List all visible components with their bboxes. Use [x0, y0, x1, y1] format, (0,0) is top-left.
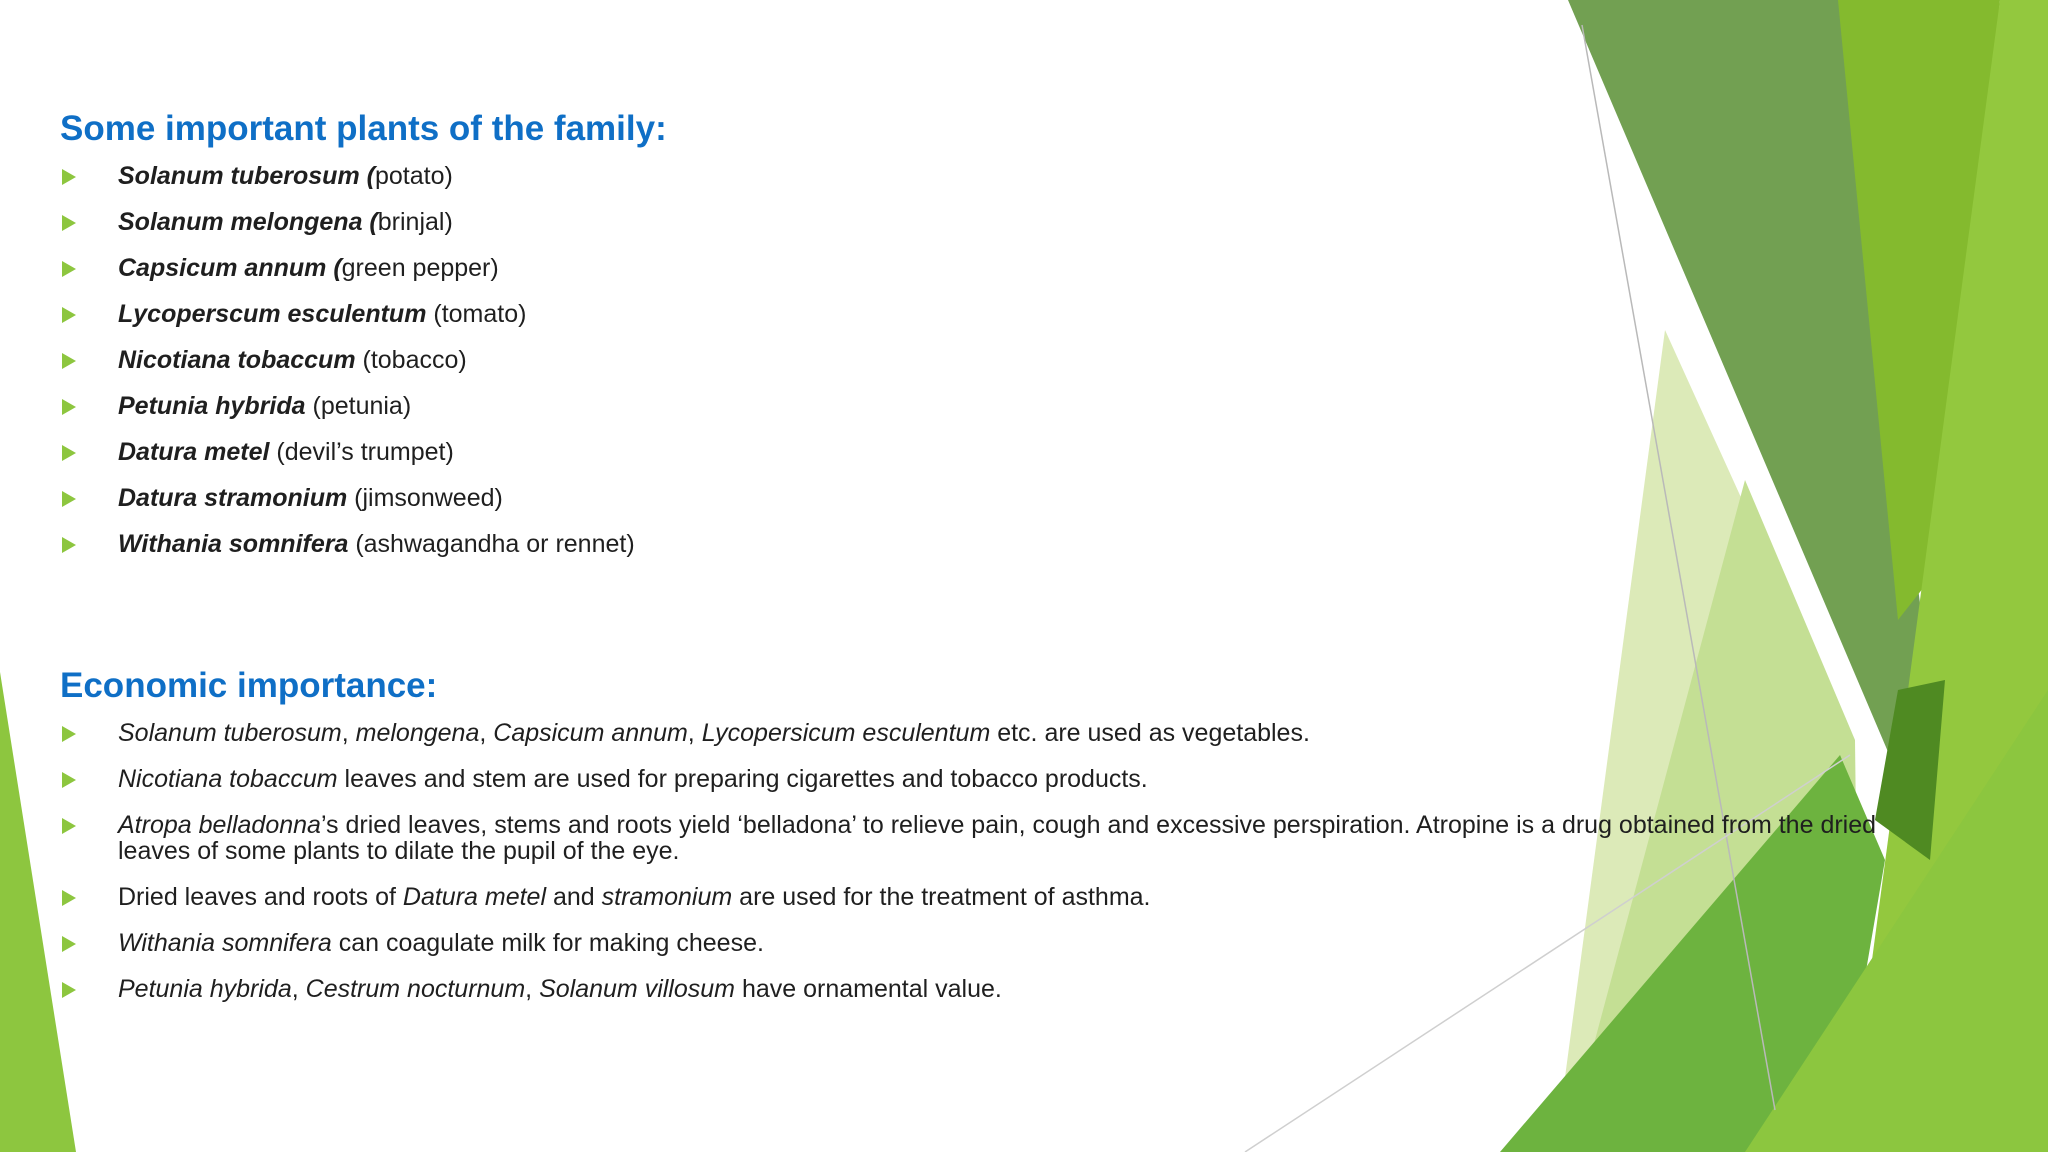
- text-run: ,: [525, 975, 540, 1003]
- list-item: [0, 766, 1880, 792]
- scientific-name: Capsicum annum: [118, 254, 327, 282]
- list-item: [0, 209, 635, 255]
- italic-name: Withania somnifera: [118, 929, 332, 957]
- triangle-bullet-icon: [62, 261, 76, 277]
- text-run: ’s dried leaves, stems and roots yield ‘belladona’ to relieve pain, cough and excessive perspiration. Atropine is a drug obtained from the dried leaves of some plants to dilate the pupil of the eye.: [118, 811, 1877, 865]
- list-item: [0, 531, 635, 577]
- italic-name: Petunia hybrida: [118, 975, 292, 1003]
- triangle-bullet-icon: [62, 491, 76, 507]
- common-name: green pepper): [341, 254, 499, 282]
- triangle-bullet-icon: [62, 307, 76, 323]
- triangle-bullet-icon: [62, 772, 76, 788]
- open-paren: (: [359, 162, 375, 190]
- text-run: and: [546, 883, 602, 911]
- text-run: can coagulate milk for making cheese.: [331, 929, 764, 957]
- triangle-bullet-icon: [62, 726, 76, 742]
- text-run: Dried leaves and roots of: [118, 883, 403, 911]
- italic-name: Solanum villosum: [539, 975, 735, 1003]
- italic-name: Atropa belladonna: [118, 811, 321, 839]
- triangle-bullet-icon: [62, 537, 76, 553]
- italic-name: melongena: [355, 719, 480, 747]
- economic-heading: Economic importance:: [60, 666, 438, 705]
- italic-name: Lycopersicum esculentum: [701, 719, 991, 747]
- economic-list: [0, 720, 1880, 1022]
- text-run: have ornamental value.: [735, 975, 1002, 1003]
- open-paren: (: [326, 254, 342, 282]
- text-run: are used for the treatment of asthma.: [732, 883, 1151, 911]
- common-name: (petunia): [305, 392, 412, 420]
- triangle-bullet-icon: [62, 215, 76, 231]
- text-run: leaves and stem are used for preparing cigarettes and tobacco products.: [337, 765, 1148, 793]
- triangle-bullet-icon: [62, 399, 76, 415]
- italic-name: Solanum tuberosum: [118, 719, 342, 747]
- list-item: [0, 301, 635, 347]
- scientific-name: Petunia hybrida: [118, 392, 306, 420]
- italic-name: Capsicum annum: [493, 719, 688, 747]
- scientific-name: Withania somnifera: [118, 530, 349, 558]
- list-item: [0, 720, 1880, 746]
- italic-name: Nicotiana tobaccum: [118, 765, 338, 793]
- common-name: (tomato): [426, 300, 527, 328]
- triangle-bullet-icon: [62, 353, 76, 369]
- text-run: ,: [341, 719, 356, 747]
- scientific-name: Solanum melongena: [118, 208, 363, 236]
- common-name: (tobacco): [355, 346, 467, 374]
- list-item: [0, 255, 635, 301]
- italic-name: Datura metel: [402, 883, 547, 911]
- triangle-bullet-icon: [62, 936, 76, 952]
- italic-name: Cestrum nocturnum: [305, 975, 526, 1003]
- scientific-name: Nicotiana tobaccum: [118, 346, 356, 374]
- scientific-name: Datura metel: [118, 438, 270, 466]
- common-name: brinjal): [377, 208, 453, 236]
- text-run: ,: [687, 719, 702, 747]
- triangle-bullet-icon: [62, 445, 76, 461]
- list-item: [0, 812, 1880, 864]
- list-item: [0, 485, 635, 531]
- list-item: [0, 976, 1880, 1002]
- list-item: [0, 930, 1880, 956]
- list-item: [0, 884, 1880, 910]
- triangle-bullet-icon: [62, 818, 76, 834]
- text-run: ,: [291, 975, 306, 1003]
- list-item: [0, 439, 635, 485]
- list-item: [0, 163, 635, 209]
- triangle-bullet-icon: [62, 169, 76, 185]
- triangle-bullet-icon: [62, 982, 76, 998]
- open-paren: (: [362, 208, 378, 236]
- common-name: (ashwagandha or rennet): [348, 530, 635, 558]
- italic-name: stramonium: [601, 883, 733, 911]
- scientific-name: Solanum tuberosum: [118, 162, 360, 190]
- plants-list: [0, 163, 635, 577]
- scientific-name: Lycoperscum esculentum: [118, 300, 427, 328]
- common-name: (devil’s trumpet): [269, 438, 454, 466]
- text-run: etc. are used as vegetables.: [990, 719, 1310, 747]
- scientific-name: Datura stramonium: [118, 484, 348, 512]
- common-name: potato): [374, 162, 453, 190]
- common-name: (jimsonweed): [347, 484, 503, 512]
- text-run: ,: [479, 719, 494, 747]
- triangle-bullet-icon: [62, 890, 76, 906]
- list-item: [0, 393, 635, 439]
- plants-heading: Some important plants of the family:: [60, 109, 667, 148]
- list-item: [0, 347, 635, 393]
